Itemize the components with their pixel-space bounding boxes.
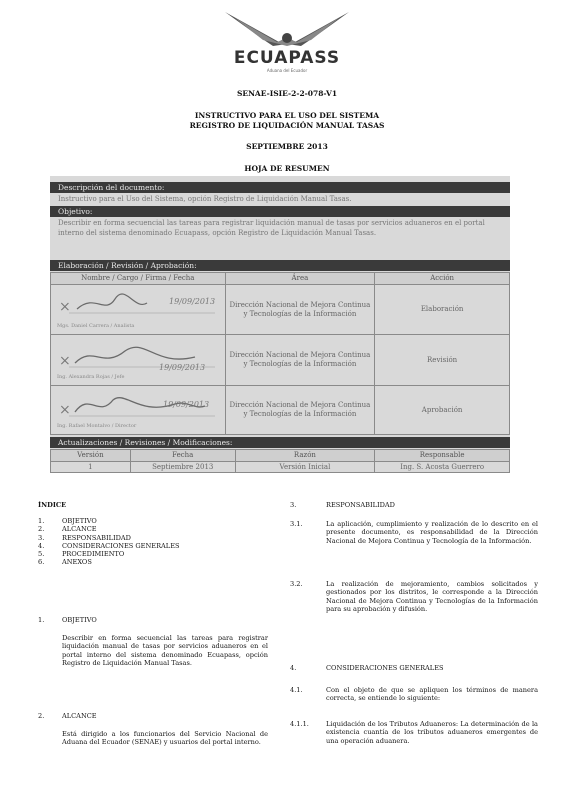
index-label: OBJETIVO: [62, 517, 97, 525]
elaboration-table: [50, 272, 510, 435]
area-cell: Dirección Nacional de Mejora Continua y Tecnologías de la Información: [225, 285, 375, 335]
signature-caption: Ing. Rafael Montalvo / Director: [57, 423, 137, 429]
description-header: Descripción del documento:: [50, 182, 510, 193]
document-code: SENAE-ISIE-2-2-078-V1: [236, 89, 338, 98]
index-number: 1.: [38, 517, 45, 525]
svg-text:×: ×: [59, 299, 71, 315]
index-item[interactable]: [38, 534, 278, 542]
index-title: ÍNDICE: [38, 501, 67, 509]
table-row: [51, 335, 510, 386]
elaboration-header: Elaboración / Revisión / Aprobación:: [50, 260, 510, 271]
signature-cell: [51, 285, 226, 335]
date-cell: Septiembre 2013: [130, 462, 235, 473]
objective-header: Objetivo:: [50, 206, 510, 217]
action-cell: Elaboración: [375, 285, 510, 335]
index-label: ALCANCE: [62, 525, 97, 534]
index-number: 3.: [38, 533, 45, 542]
action-cell: Aprobación: [375, 386, 510, 435]
column-header: Acción: [375, 273, 510, 285]
area-cell: Dirección Nacional de Mejora Continua y Tecnologías de la Información: [225, 335, 375, 386]
index-number: 2.: [38, 525, 45, 534]
table-row: [51, 462, 510, 473]
signature-date: 19/09/2013: [163, 400, 210, 409]
index-item[interactable]: [38, 517, 278, 525]
table-header-row: [51, 273, 510, 285]
index-label: CONSIDERACIONES GENERALES: [62, 541, 180, 550]
section-1-title: OBJETIVO: [62, 616, 97, 624]
section-4-title: CONSIDERACIONES GENERALES: [326, 664, 444, 672]
action-cell: Revisión: [375, 335, 510, 386]
index-list: [38, 517, 278, 567]
column-header: Responsable: [375, 450, 510, 462]
section-4-1-text: Con el objeto de que se apliquen los términos de manera correcta, se entiende lo siguiente:: [326, 686, 538, 703]
section-4-1-number: 4.1.: [290, 686, 303, 694]
index-number: 4.: [38, 541, 45, 550]
modifications-table: [50, 449, 510, 473]
table-row: [51, 386, 510, 435]
section-3-1-text: La aplicación, cumplimiento y realización de lo descrito en el presente documento, es responsabilidad de la Dirección Nacional de Mejora Continua y Tecnología de la Información.: [326, 520, 538, 545]
column-header: Área: [225, 273, 375, 285]
section-2-number: 2.: [38, 712, 45, 720]
column-header: Versión: [51, 450, 131, 462]
responsible-cell: Ing. S. Acosta Guerrero: [375, 462, 510, 473]
summary-sheet-title: HOJA DE RESUMEN: [244, 164, 330, 173]
version-cell: 1: [51, 462, 131, 473]
signature-caption: Ing. Alexandra Rojas / Jefe: [57, 374, 125, 380]
section-3-1-number: 3.1.: [290, 520, 303, 528]
section-4-number: 4.: [290, 664, 297, 672]
table-header-row: [51, 450, 510, 462]
ecuapass-logo: [217, 8, 357, 78]
index-number: 5.: [38, 550, 45, 559]
index-item[interactable]: [38, 550, 278, 558]
section-4-1-1-text: Liquidación de los Tributos Aduaneros: La determinación de la existencia cuantía de los tributos aduaneros emergentes de una operación aduanera.: [326, 720, 538, 745]
objective-text: Describir en forma secuencial las tareas para registrar liquidación manual de tasas por servicios aduaneros en el portal interno del sistema denominado Ecuapass, opción Registro de Liquidación Manual Tasas.: [58, 219, 485, 237]
index-item[interactable]: [38, 558, 278, 566]
index-number: 6.: [38, 558, 45, 567]
signature-date: 19/09/2013: [159, 363, 206, 372]
section-2-text: Está dirigido a los funcionarios del Servicio Nacional de Aduana del Ecuador (SENAE) y usuarios del portal interno.: [62, 730, 268, 747]
section-1-text: Describir en forma secuencial las tareas para registrar liquidación manual de tasas por servicios aduaneros en el portal interno del sistema denominado Ecuapass, opción Registro de Liquidación Manual Tasas.: [62, 634, 268, 667]
condor-emblem-icon: [217, 8, 357, 52]
column-header: Fecha: [130, 450, 235, 462]
signature-caption: Mgs. Daniel Carrera / Analista: [57, 323, 135, 329]
section-3-2-number: 3.2.: [290, 580, 303, 588]
signature-cell: [51, 335, 226, 386]
document-title-line1: INSTRUCTIVO PARA EL USO DEL SISTEMA: [194, 111, 380, 120]
section-1-number: 1.: [38, 616, 45, 624]
signature-date: 19/09/2013: [169, 297, 216, 306]
index-label: PROCEDIMIENTO: [62, 550, 125, 559]
index-label: RESPONSABILIDAD: [62, 533, 131, 542]
index-item[interactable]: [38, 525, 278, 533]
document-date: SEPTIEMBRE 2013: [246, 142, 328, 151]
index-label: ANEXOS: [62, 558, 92, 567]
description-text: Instructivo para el Uso del Sistema, opción Registro de Liquidación Manual Tasas.: [58, 195, 352, 203]
section-2-title: ALCANCE: [62, 712, 97, 720]
svg-text:×: ×: [59, 353, 71, 369]
section-3-number: 3.: [290, 501, 297, 509]
section-3-title: RESPONSABILIDAD: [326, 501, 395, 509]
signature-cell: [51, 386, 226, 435]
modifications-header: Actualizaciones / Revisiones / Modificaciones:: [50, 437, 510, 448]
logo-tagline: Aduana del Ecuador: [266, 68, 308, 73]
logo-wordmark: ECUAPASS: [233, 48, 341, 68]
reason-cell: Versión Inicial: [235, 462, 375, 473]
table-row: [51, 285, 510, 335]
svg-text:×: ×: [59, 402, 71, 418]
section-3-2-text: La realización de mejoramiento, cambios solicitados y gestionados por los distritos, le corresponde a la Dirección Nacional de Mejora Continua y Tecnologías de la Información para su aprobación y difusión.: [326, 580, 538, 613]
section-4-1-1-number: 4.1.1.: [290, 720, 309, 728]
summary-sheet: [50, 176, 510, 473]
column-header: Nombre / Cargo / Firma / Fecha: [51, 273, 226, 285]
area-cell: Dirección Nacional de Mejora Continua y Tecnologías de la Información: [225, 386, 375, 435]
index-item[interactable]: [38, 542, 278, 550]
column-header: Razón: [235, 450, 375, 462]
document-title-line2: REGISTRO DE LIQUIDACIÓN MANUAL TASAS: [189, 121, 385, 130]
